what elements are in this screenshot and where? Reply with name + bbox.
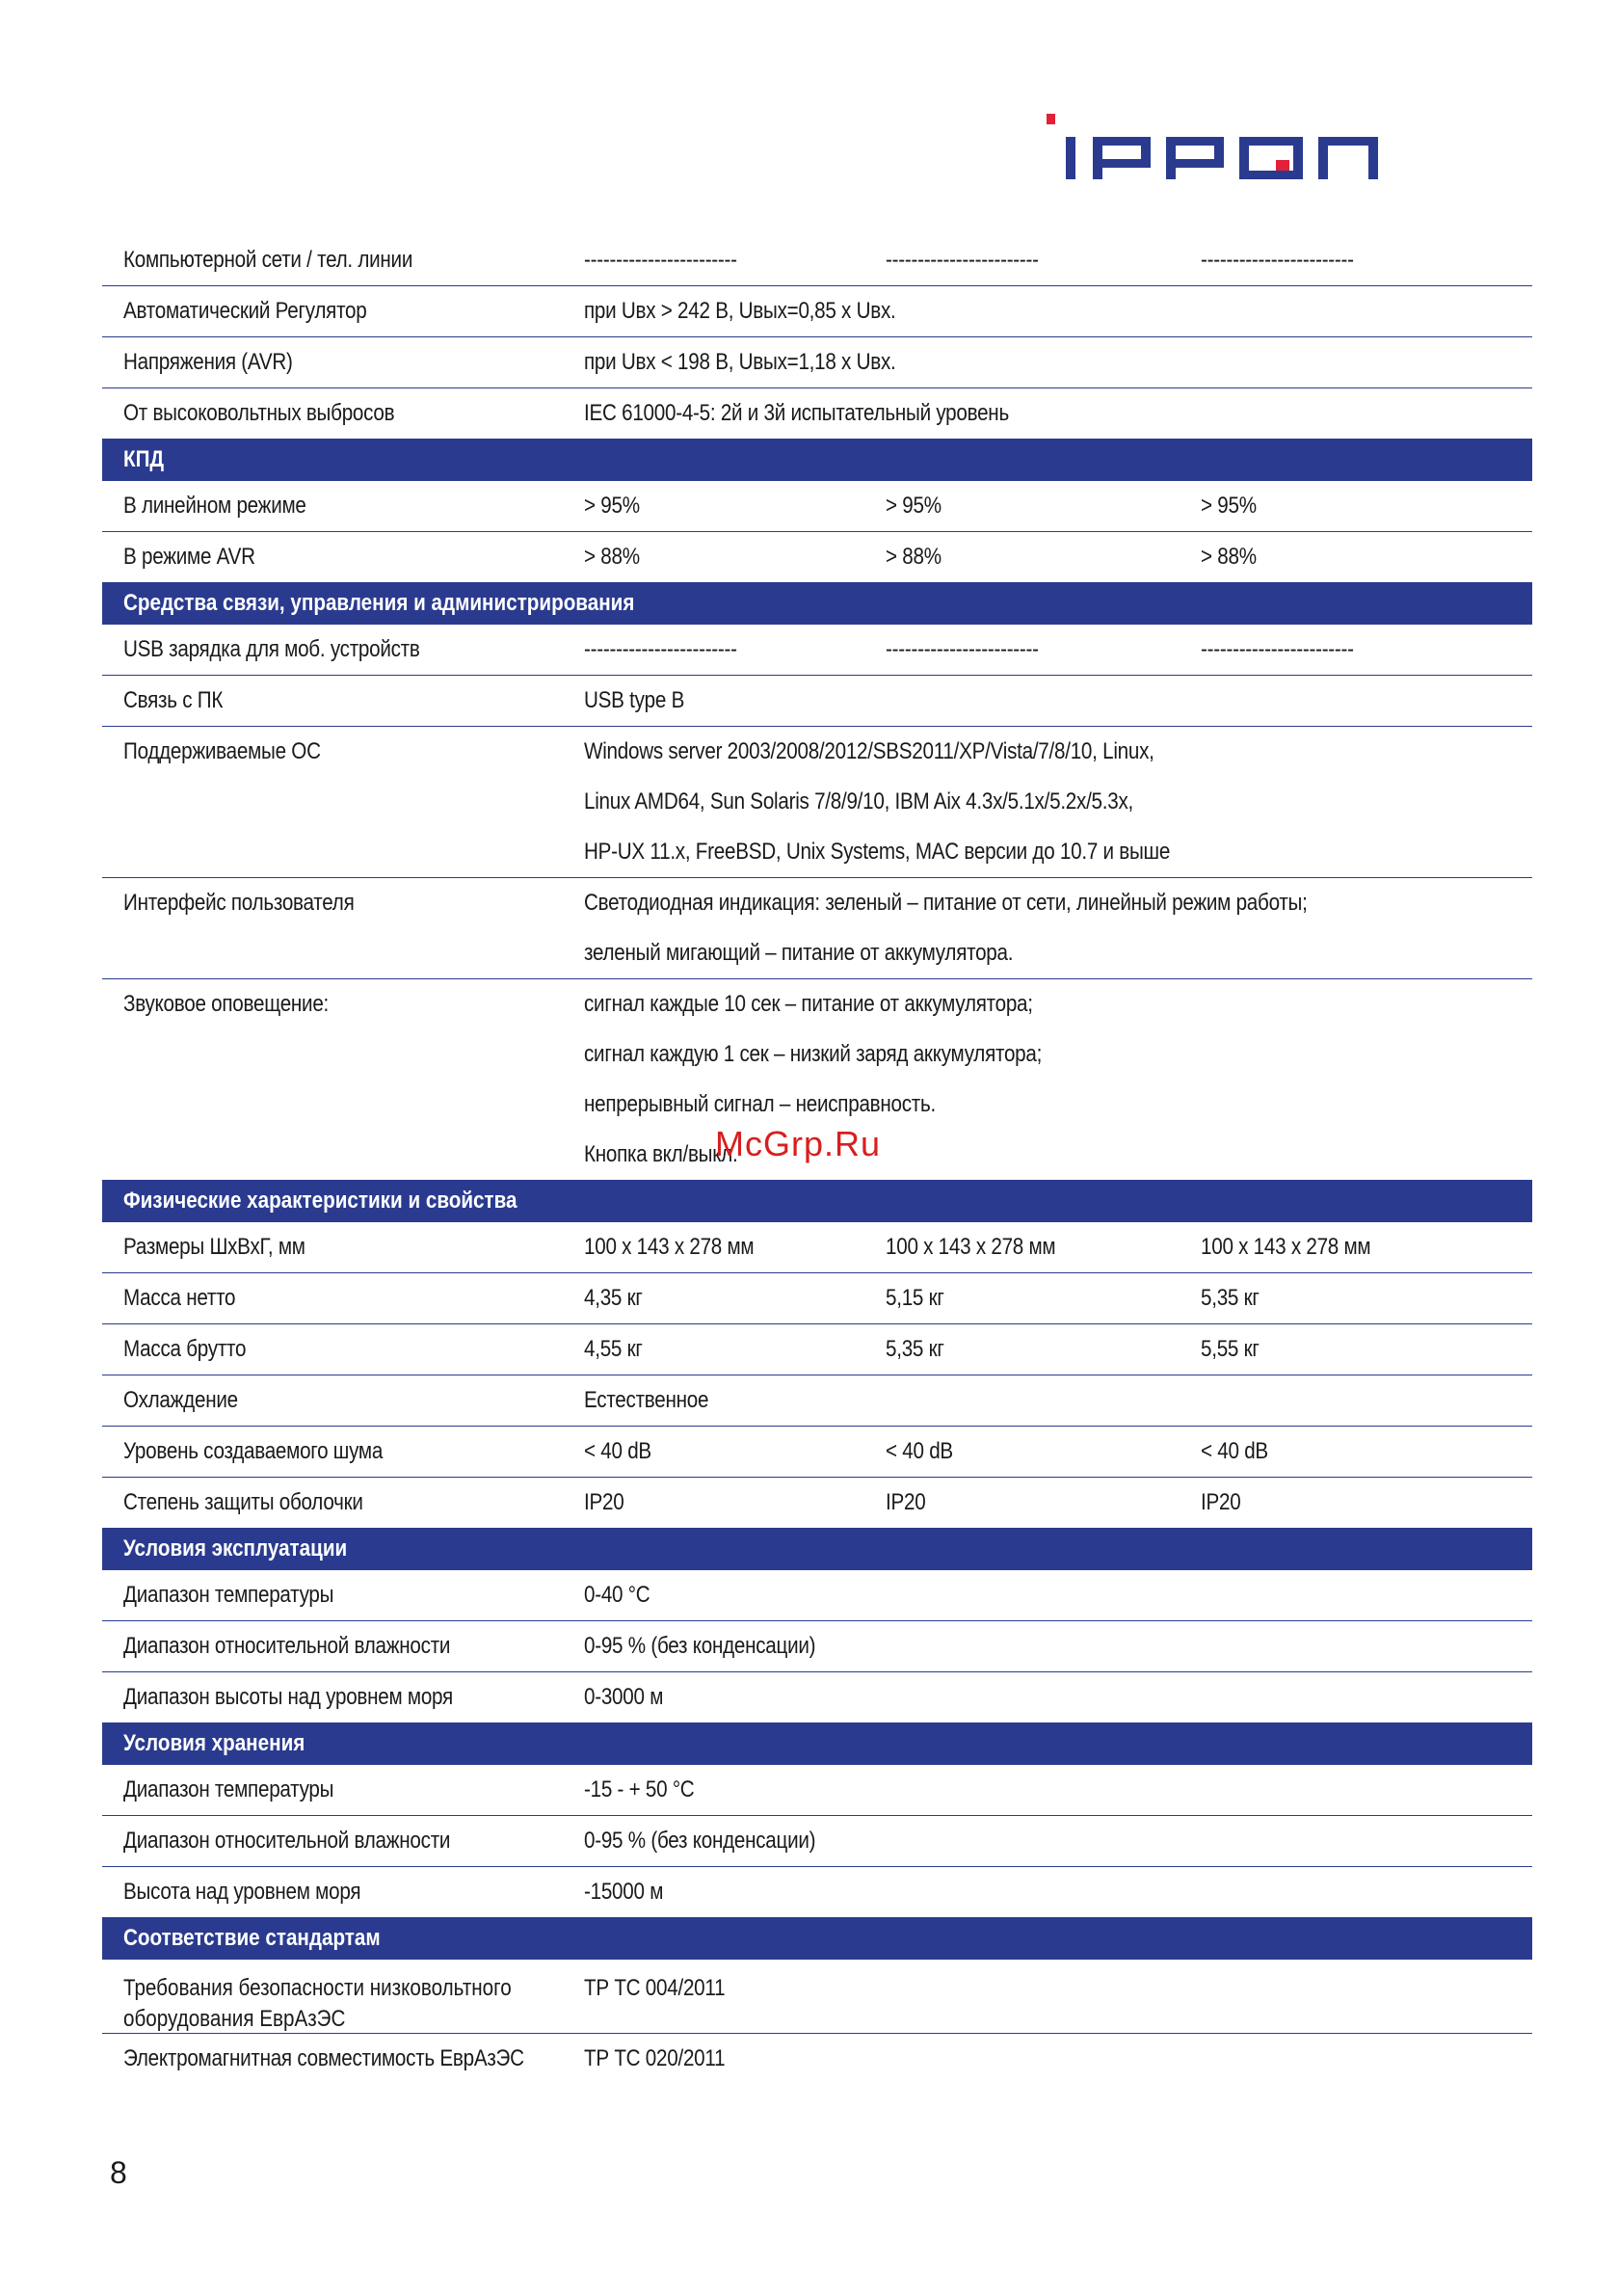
row-value: 0-40 °C	[584, 1582, 650, 1608]
table-row	[102, 727, 1532, 878]
row-label: Масса нетто	[123, 1285, 236, 1311]
row-line	[102, 2034, 1532, 2084]
table-row	[102, 1765, 1532, 1816]
row-label: Напряжения (AVR)	[123, 349, 293, 375]
row-value: ТР ТС 004/2011	[584, 1975, 726, 2001]
table-row	[102, 1570, 1532, 1621]
row-line	[102, 286, 1532, 336]
row-line	[102, 388, 1532, 439]
row-line	[102, 1816, 1532, 1866]
row-value: IP20	[584, 1489, 624, 1515]
table-row	[102, 235, 1532, 286]
row-label: Диапазон относительной влажности	[123, 1828, 451, 1854]
row-value: Кнопка вкл/выкл.	[584, 1141, 738, 1167]
table-row	[102, 1375, 1532, 1427]
row-value: при Uвх > 242 В, Uвых=0,85 x Uвх.	[584, 298, 896, 324]
row-line	[102, 1375, 1532, 1426]
row-line	[102, 1427, 1532, 1477]
row-value: 100 x 143 x 278 мм	[886, 1234, 1056, 1260]
row-value: Естественное	[584, 1387, 709, 1413]
row-value: ------------------------	[1201, 247, 1354, 273]
row-line	[102, 337, 1532, 387]
row-label: Звуковое оповещение:	[123, 991, 330, 1017]
row-line	[102, 1478, 1532, 1528]
row-value: непрерывный сигнал – неисправность.	[584, 1091, 936, 1117]
row-label: Высота над уровнем моря	[123, 1879, 361, 1905]
row-value: ------------------------	[886, 636, 1039, 662]
row-label: Диапазон температуры	[123, 1776, 334, 1802]
section-header	[102, 1180, 1532, 1222]
row-value: USB type B	[584, 687, 685, 713]
row-value: -15 - + 50 °C	[584, 1776, 695, 1802]
row-value: 4,55 кг	[584, 1336, 643, 1362]
page-number: 8	[110, 2155, 127, 2190]
row-label: Размеры ШхВхГ, мм	[123, 1234, 305, 1260]
row-label: Степень защиты оболочки	[123, 1489, 363, 1515]
row-label: От высоковольтных выбросов	[123, 400, 395, 426]
row-value: зеленый мигающий – питание от аккумулятора.	[584, 940, 1014, 966]
row-value: 0-3000 м	[584, 1684, 664, 1710]
row-line	[102, 777, 1532, 827]
row-label: В линейном режиме	[123, 493, 306, 519]
row-label: Автоматический Регулятор	[123, 298, 367, 324]
row-value: ------------------------	[886, 247, 1039, 273]
row-line	[102, 1324, 1532, 1375]
section-title: Физические характеристики и свойства	[123, 1188, 517, 1214]
row-value: 100 x 143 x 278 мм	[1201, 1234, 1371, 1260]
row-value: HP-UX 11.x, FreeBSD, Unix Systems, MAC версии до 10.7 и выше	[584, 839, 1171, 865]
table-row	[102, 1324, 1532, 1375]
row-label: Диапазон температуры	[123, 1582, 334, 1608]
row-value: 100 x 143 x 278 мм	[584, 1234, 755, 1260]
row-line	[102, 1867, 1532, 1917]
section-header	[102, 439, 1532, 481]
row-line	[102, 1029, 1532, 1080]
row-line	[102, 727, 1532, 777]
ippon-logo	[1047, 112, 1480, 189]
row-line	[102, 1080, 1532, 1130]
row-label: Уровень создаваемого шума	[123, 1438, 384, 1464]
row-line	[102, 1963, 1532, 2014]
row-value: 5,35 кг	[1201, 1285, 1260, 1311]
row-label: Поддерживаемые ОС	[123, 738, 321, 764]
row-label-line: Требования безопасности низковольтного	[123, 1975, 512, 2001]
row-value: ТР ТС 020/2011	[584, 2045, 726, 2071]
watermark: McGrp.Ru	[715, 1124, 882, 1163]
row-label: Масса брутто	[123, 1336, 247, 1362]
row-line	[102, 827, 1532, 877]
row-value: < 40 dB	[886, 1438, 953, 1464]
table-row	[102, 1478, 1532, 1529]
row-label: Интерфейс пользователя	[123, 890, 355, 916]
row-value: IEC 61000-4-5: 2й и 3й испытательный уровень	[584, 400, 1009, 426]
table-row	[102, 532, 1532, 583]
table-row	[102, 388, 1532, 440]
section-title: Условия хранения	[123, 1730, 305, 1756]
row-value: > 95%	[584, 493, 640, 519]
row-value: сигнал каждую 1 сек – низкий заряд аккумулятора;	[584, 1041, 1043, 1067]
row-line	[102, 1570, 1532, 1620]
row-label: USB зарядка для моб. устройств	[123, 636, 420, 662]
row-value: Windows server 2003/2008/2012/SBS2011/XP/Vista/7/8/10, Linux,	[584, 738, 1154, 764]
table-row	[102, 2034, 1532, 2084]
table-row	[102, 1427, 1532, 1478]
table-row	[102, 676, 1532, 727]
row-value: 5,35 кг	[886, 1336, 944, 1362]
row-line	[102, 1621, 1532, 1671]
section-header	[102, 1722, 1532, 1765]
table-row	[102, 1621, 1532, 1672]
row-line	[102, 235, 1532, 285]
row-value: Светодиодная индикация: зеленый – питание от сети, линейный режим работы;	[584, 890, 1308, 916]
row-value: > 88%	[886, 544, 942, 570]
row-value: ------------------------	[1201, 636, 1354, 662]
row-value: 0-95 % (без конденсации)	[584, 1633, 816, 1659]
row-line	[102, 1672, 1532, 1722]
row-line	[102, 1273, 1532, 1323]
section-title: Средства связи, управления и администрирования	[123, 590, 635, 616]
table-row	[102, 1222, 1532, 1273]
table-row	[102, 1960, 1532, 2034]
row-value: ------------------------	[584, 636, 737, 662]
row-label: Связь с ПК	[123, 687, 224, 713]
table-row	[102, 337, 1532, 388]
row-value: > 95%	[886, 493, 942, 519]
table-row	[102, 1672, 1532, 1723]
row-value: > 88%	[584, 544, 640, 570]
row-line	[102, 928, 1532, 978]
table-row	[102, 1816, 1532, 1867]
row-line	[102, 1222, 1532, 1272]
section-header	[102, 582, 1532, 625]
table-row	[102, 481, 1532, 532]
row-label-line: оборудования ЕврАзЭС	[123, 2006, 346, 2032]
row-line	[102, 1765, 1532, 1815]
row-label: Электромагнитная совместимость ЕврАзЭС	[123, 2045, 524, 2071]
row-line	[102, 878, 1532, 928]
row-value: 0-95 % (без конденсации)	[584, 1828, 816, 1854]
row-value: 5,15 кг	[886, 1285, 944, 1311]
section-title: Условия эксплуатации	[123, 1535, 348, 1562]
section-title: КПД	[123, 446, 165, 472]
row-label: Охлаждение	[123, 1387, 238, 1413]
section-header	[102, 1917, 1532, 1960]
section-header	[102, 1528, 1532, 1570]
table-row	[102, 625, 1532, 676]
row-value: < 40 dB	[584, 1438, 651, 1464]
table-row	[102, 878, 1532, 979]
row-value: -15000 м	[584, 1879, 664, 1905]
row-line	[102, 532, 1532, 582]
row-value: IP20	[1201, 1489, 1241, 1515]
row-value: > 95%	[1201, 493, 1257, 519]
row-value: ------------------------	[584, 247, 737, 273]
row-label: Диапазон относительной влажности	[123, 1633, 451, 1659]
row-value: сигнал каждые 10 сек – питание от аккумулятора;	[584, 991, 1033, 1017]
row-value: при Uвх < 198 В, Uвых=1,18 x Uвх.	[584, 349, 896, 375]
row-value: < 40 dB	[1201, 1438, 1268, 1464]
row-label: Компьютерной сети / тел. линии	[123, 247, 413, 273]
row-value: > 88%	[1201, 544, 1257, 570]
row-label: Диапазон высоты над уровнем моря	[123, 1684, 453, 1710]
section-title: Соответствие стандартам	[123, 1925, 381, 1951]
row-line	[102, 979, 1532, 1029]
row-line	[102, 481, 1532, 531]
row-value: IP20	[886, 1489, 926, 1515]
row-line	[102, 676, 1532, 726]
row-value: 5,55 кг	[1201, 1336, 1260, 1362]
row-label: В режиме AVR	[123, 544, 255, 570]
row-value: 4,35 кг	[584, 1285, 643, 1311]
table-row	[102, 1273, 1532, 1324]
table-row	[102, 286, 1532, 337]
row-line	[102, 625, 1532, 675]
row-value: Linux AMD64, Sun Solaris 7/8/9/10, IBM Aix 4.3x/5.1x/5.2x/5.3x,	[584, 788, 1134, 814]
table-row	[102, 1867, 1532, 1918]
